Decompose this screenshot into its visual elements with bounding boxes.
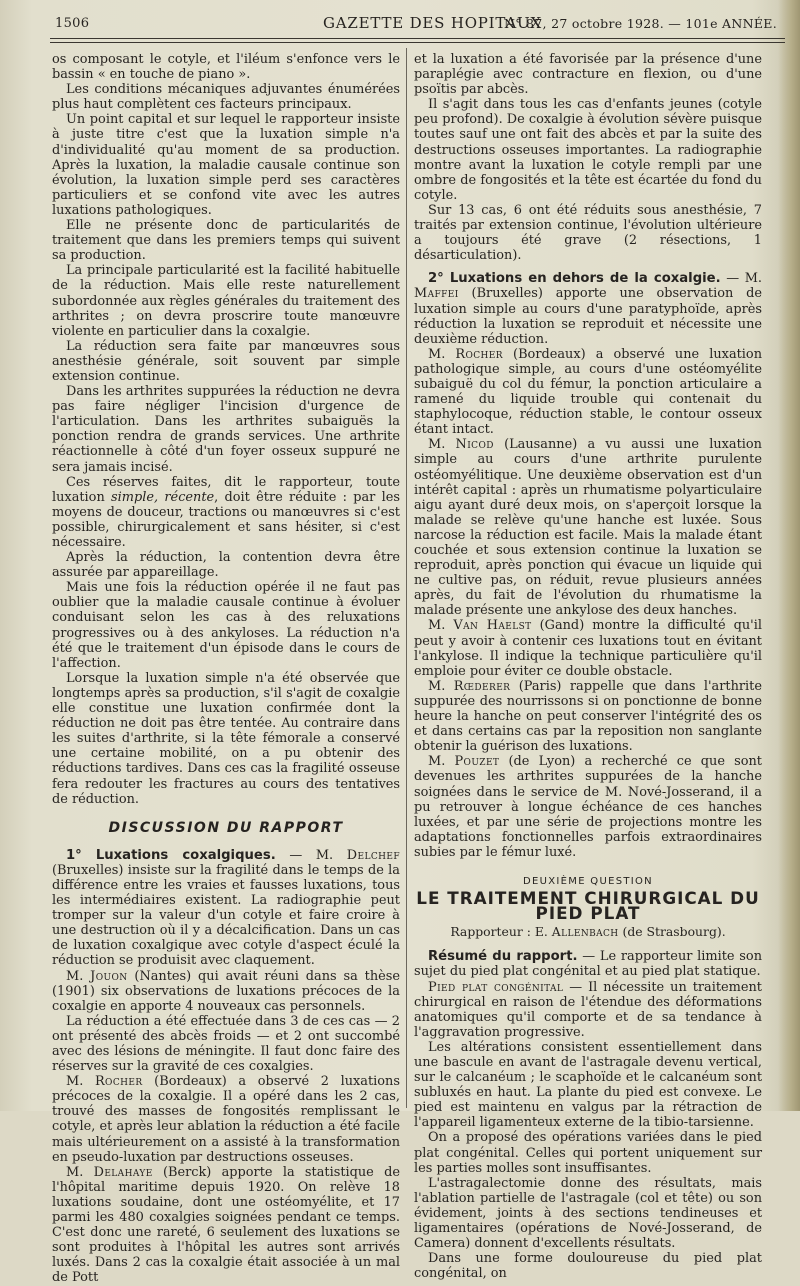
paragraph: 2° Luxations en dehors de la coxalgie. — M. Maffei (Bruxelles) apporte une observation de luxation simple au cours d'une paratyphoïde, après réduction la luxation se reproduit et nécessite une deuxième réduction. — [414, 271, 762, 347]
running-header — [55, 12, 777, 34]
section-heading: DISCUSSION DU RAPPORT — [108, 819, 344, 836]
paragraph: M. Nicod (Lausanne) a vu aussi une luxation simple au cours d'une arthrite purulente ostéomyélitique. Une deuxième observation est d'un intérêt capital : après un rhumatisme polyarticulaire aigu ayant duré deux mois, on s'aperçoit lorsque la malade se relève qu'une hanche est luxée. Sous narcose la réduction est facile. Mais la malade étant couchée et sous extension continue la luxation se reproduit, après ponction qui évacue un liquide qui ne cultive pas, on réduit, revue plusieurs années après, du fait de l'évolution du rhumatisme la malade présente une ankylose des deux hanches. — [414, 437, 762, 619]
header-rule-double — [50, 42, 785, 43]
question-label: DEUXIÈME QUESTION — [523, 875, 653, 887]
paragraph: La réduction a été effectuée dans 3 de ces cas — 2 ont présenté des abcès froids — et 2 ont succombé avec des lésions de méningite. Il faut donc faire des réserves sur la gravité de ces coxalgies. — [52, 1013, 400, 1075]
paragraph — [414, 949, 762, 979]
paragraph: 1° Luxations coxalgiques. — M. Delchef (Bruxelles) insiste sur la fragilité dans le temps de la différence entre les vraies et fausses luxations, tous les intermédiaires existent. La radiographie peut tromper sur la valeur d'un cotyle et faire croire à une destruction où il y a décalcification. Dans un cas de luxation coxalgique avec cotyle d'aspect éculé la réduction se produisit avec claquement. — [52, 847, 400, 969]
page-number: 1506 — [55, 16, 90, 31]
binding-edge — [778, 0, 800, 1111]
text-run: (Bruxelles) insiste sur la fragilité dans le temps de la différence entre les vraies et fausses luxations, tous les intermédiaires existent. La radiographie peut tromper sur la valeur d'un cotyle et faire croire à une destruction où il y a décalcification. Dans un cas de luxation coxalgique avec cotyle d'aspect éculé la réduction se produisit avec claquement. — [52, 862, 400, 969]
paragraph: Elle ne présente donc de particularités de traitement que dans les premiers temps qui suivent sa production. — [52, 218, 400, 264]
text-run: (Gand) montre la difficulté qu'il peut y avoir à contenir ces luxations tout en évitant l'ankylose. Il indique la technique particulière qu'il emploie pour éviter ce double obstacle. — [414, 618, 762, 679]
text-run: (Bruxelles) apporte une observation de luxation simple au cours d'une paratyphoïde, après réduction la luxation se reproduit et nécessite une deuxième réduction. — [414, 286, 762, 347]
paragraph: M. Pouzet (de Lyon) a recherché ce que sont devenues les arthrites suppurées de la hanche soignées dans le service de M. Nové-Josserand, il a pu retrouver à longue échéance de ces hanches luxées, et par une série de projections montre les adaptations fonctionnelles parfois extraordinaires subies par le fémur luxé. — [414, 754, 762, 860]
text-run: Ces réserves faites, dit le rapporteur, toute luxation — [52, 474, 400, 505]
paragraph: Après la réduction, la contention devra être assurée par appareillage. — [52, 550, 400, 581]
paragraph: Les conditions mécaniques adjuvantes énumérées plus haut complètent ces facteurs principaux. — [52, 82, 400, 113]
paragraph — [52, 475, 400, 550]
author-name: Jouon — [90, 968, 128, 984]
text-run: (Paris) rappelle que dans l'arthrite suppurée des nourrissons si on ponctionne de bonne heure la hanche on peut conserver l'intégrité des os et dans certains cas par la reposition non sanglante obtenir la guérison des luxations. — [414, 678, 762, 755]
author-name: Maffei — [414, 286, 459, 302]
text-run: (Bordeaux) a observé 2 luxations précoces de la coxalgie. Il a opéré dans les 2 cas, trouvé des masses de fongosités remplissant le cotyle, et après leur ablation la réduction a été facile mais ultérieurement on a assisté à la transformation en pseudo-luxation par destructions osseuses. — [52, 1074, 400, 1165]
article-title: LE TRAITEMENT CHIRURGICAL DU PIED PLAT — [416, 888, 760, 924]
issue-line: N° 87, 27 octobre 1928. — 101e ANNÉE. — [503, 16, 777, 31]
paragraph: Sur 13 cas, 6 ont été réduits sous anesthésie, 7 traités par extension continue, l'évolution ultérieure a toujours été grave (2 résections, 1 désarticulation). — [414, 202, 762, 264]
text-run: (Berck) apporte la statistique de l'hôpital maritime depuis 1920. On relève 18 luxations soudaine, dont une ostéomyélite, et 17 parmi les 480 coxalgies soignées pendant ce temps. C'est donc une rareté, 6 seulement des luxations se sont produites à l'hôpital les autres sont arrivés luxés. Dans 2 cas la coxalgie était associée à un mal de Pott — [52, 1164, 400, 1286]
text-run: — Il nécessite un traitement chirurgical en raison de l'étendue des déformations anatomiques qu'il comporte et de sa tendance à l'aggravation progressive. — [414, 979, 762, 1040]
paragraph: Les altérations consistent essentiellement dans une bascule en avant de l'astragale devenu vertical, sur le calcanéum ; le scaphoïde et le calcanéum sont subluxés en haut. La plante du pied est convexe. Le pied est maintenu en valgus par la rétraction de l'appareil ligamenteux externe de la tibio-tarsienne. — [414, 1039, 762, 1131]
paragraph: M. Rœderer (Paris) rappelle que dans l'arthrite suppurée des nourrissons si on ponctionne de bonne heure la hanche on peut conserver l'intégrité des os et dans certains cas par la reposition non sanglante obtenir la guérison des luxations. — [414, 678, 762, 755]
paragraph: Mais une fois la réduction opérée il ne faut pas oublier que la maladie causale continue à évoluer conduisant selon les cas à des reluxations progressives ou à des ankyloses. La réduction n'a été que le traitement d'un épisode dans le cours de l'affection. — [52, 580, 400, 671]
paragraph: Lorsque la luxation simple n'a été observée que longtemps après sa production, s'il s'agit de coxalgie elle constitue une luxation confirmée dont la réduction ne doit pas être tentée. Au contraire dans les suites d'arthrite, si la tête fémorale a conservé une certaine mobilité, on a pu obtenir des réductions tardives. Dans ces cas la fragilité osseuse fera redouter les fractures au cours des tentatives de réduction. — [52, 670, 400, 807]
paragraph: La principale particularité est la facilité habituelle de la réduction. Mais elle reste naturellement subordonnée aux règles générales du traitement des arthrites ; on devra proscrire toute manœuvre violente en particulier dans la coxalgie. — [52, 263, 400, 339]
paragraph: et la luxation a été favorisée par la présence d'une paraplégie avec contracture en flexion, ou d'une psoïtis par abcès. — [414, 52, 762, 98]
paragraph: M. Rocher (Bordeaux) a observé une luxation pathologique simple, au cours d'une ostéomyélite subaiguë du col du fémur, la ponction articulaire a ramené du liquide trouble qui contenait du staphylocoque, réduction stable, le contour osseux étant intact. — [414, 346, 762, 438]
paragraph — [414, 980, 762, 1040]
journal-title: GAZETTE DES HOPITAUX — [323, 14, 542, 32]
paragraph: Un point capital et sur lequel le rapporteur insiste à juste titre c'est que la luxation simple n'a d'individualité qu'au moment de sa production. Après la luxation, la maladie causale continue son évolution, la luxation simple perd ses caractères particuliers et se confond vite avec les autres luxations pathologiques. — [52, 112, 400, 218]
subheading: 2° Luxations en dehors de la coxalgie. — [428, 271, 721, 287]
paragraph: M. Delahaye (Berck) apporte la statistique de l'hôpital maritime depuis 1920. On relève 18 luxations soudaine, dont une ostéomyélite, et 17 parmi les 480 coxalgies soignées pendant ce temps. C'est donc une rareté, 6 seulement des luxations se sont produites à l'hôpital les autres sont arrivés luxés. Dans 2 cas la coxalgie était associée à un mal de Pott — [52, 1164, 400, 1286]
author-name: Van Haelst — [453, 618, 532, 634]
author-name: Rocher — [455, 346, 503, 362]
paragraph: Dans les arthrites suppurées la réduction ne devra pas faire négliger l'incision d'urgence de l'articulation. Dans les arthrites subaiguës la ponction rendra de grands services. Une arthrite réactionnelle à côté d'un foyer osseux suppuré ne sera jamais incisé. — [52, 384, 400, 475]
paragraph: os composant le cotyle, et l'iléum s'enfonce vers le bassin « en touche de piano ». — [52, 52, 400, 83]
column-separator — [406, 48, 407, 1108]
paragraph: Dans une forme douloureuse du pied plat congénital, on — [414, 1251, 762, 1282]
text-run: (de Lyon) a recherché ce que sont devenues les arthrites suppurées de la hanche soignées dans le service de M. Nové-Josserand, il a pu retrouver à longue échéance de ces hanches luxées, et par une série de projections montre les adaptations fonctionnelles parfois extraordinaires subies par le fémur luxé. — [414, 754, 762, 860]
paragraph: La réduction sera faite par manœuvres sous anesthésie générale, soit souvent par simple extension continue. — [52, 338, 400, 384]
paragraph: M. Jouon (Nantes) qui avait réuni dans sa thèse (1901) six observations de luxations précoces de la coxalgie en apporte 4 nouveaux cas personnels. — [52, 968, 401, 1014]
text-run: — Le rapporteur limite son sujet du pied plat congénital et au pied plat statique. — [414, 949, 762, 980]
text-run: (Lausanne) a vu aussi une luxation simple au cours d'une arthrite purulente ostéomyélitique. Une deuxième observation est d'un intérêt capital : après un rhumatisme polyarticulaire aigu ayant duré deux mois, on s'aperçoit lorsque la malade se relève qu'une hanche est luxée. Sous narcose la réduction est facile. Mais la malade étant couchée et sous extension continue la luxation se reproduit, après ponction qui évacue un liquide qui ne cultive pas, on réduit, revue plusieurs années après, du fait de l'évolution du rhumatisme la malade présente une ankylose des deux hanches. — [414, 437, 762, 619]
text-run: (Bordeaux) a observé une luxation pathologique simple, au cours d'une ostéomyélite subaiguë du col du fémur, la ponction articulaire a ramené du liquide trouble qui contenait du staphylocoque, réduction stable, le contour osseux étant intact. — [414, 346, 762, 438]
text-run: Rapporteur : E. — [450, 924, 552, 940]
paragraph: M. Van Haelst (Gand) montre la difficulté qu'il peut y avoir à contenir ces luxations tout en évitant l'ankylose. Il indique la technique particulière qu'il emploie pour éviter ce double obstacle. — [414, 618, 762, 679]
subheading: Résumé du rapport. — [428, 949, 578, 965]
author-name: Rœderer — [453, 678, 511, 694]
author-name: Delahaye — [93, 1164, 153, 1180]
paragraph: Il s'agit dans tous les cas d'enfants jeunes (cotyle peu profond). De coxalgie à évolution sévère puisque toutes sauf une ont fait des abcès et par la suite des destructions osseuses importantes. La radiographie montre avant la luxation le cotyle rempli par une ombre de fongosités et la tête est écartée du fond du cotyle. — [414, 97, 762, 203]
text-run: (de Strasbourg). — [618, 924, 726, 940]
rapporteur-line — [414, 924, 762, 939]
subheading: Pied plat congénital — [428, 979, 564, 995]
paragraph: On a proposé des opérations variées dans le pied plat congénital. Celles qui portent uniquement sur les parties molles sont insuffisantes. — [414, 1130, 762, 1176]
left-column — [52, 52, 400, 1286]
author-name: Pouzet — [454, 754, 500, 770]
author-name: Allenbach — [551, 924, 619, 940]
text-run: , doit être réduite : par les moyens de douceur, tractions ou manœuvres si c'est possible, chirurgicalement et sans hésiter, si c'est nécessaire. — [52, 489, 400, 550]
author-name: Nicod — [455, 437, 494, 453]
paragraph: M. Rocher (Bordeaux) a observé 2 luxations précoces de la coxalgie. Il a opéré dans les 2 cas, trouvé des masses de fongosités remplissant le cotyle, et après leur ablation la réduction a été facile mais ultérieurement on a assisté à la transformation en pseudo-luxation par destructions osseuses. — [52, 1074, 400, 1165]
author-name: Rocher — [94, 1074, 143, 1090]
text-run: (Nantes) qui avait réuni dans sa thèse (1901) six observations de luxations précoces de la coxalgie en apporte 4 nouveaux cas personnels. — [52, 968, 401, 1014]
header-rule — [50, 38, 785, 39]
paragraph: L'astragalectomie donne des résultats, mais l'ablation partielle de l'astragale (col et tête) ou son évidement, joints à des sections tendineuses et ligamentaires (opérations de Nové-Josserand, de Camera) donnent d'excellents résultats. — [414, 1175, 762, 1252]
right-column — [414, 52, 762, 1281]
italic-run: simple, récente — [111, 489, 215, 505]
subheading: 1° Luxations coxalgiques. — [66, 847, 276, 863]
author-name: Delchef — [346, 847, 400, 863]
